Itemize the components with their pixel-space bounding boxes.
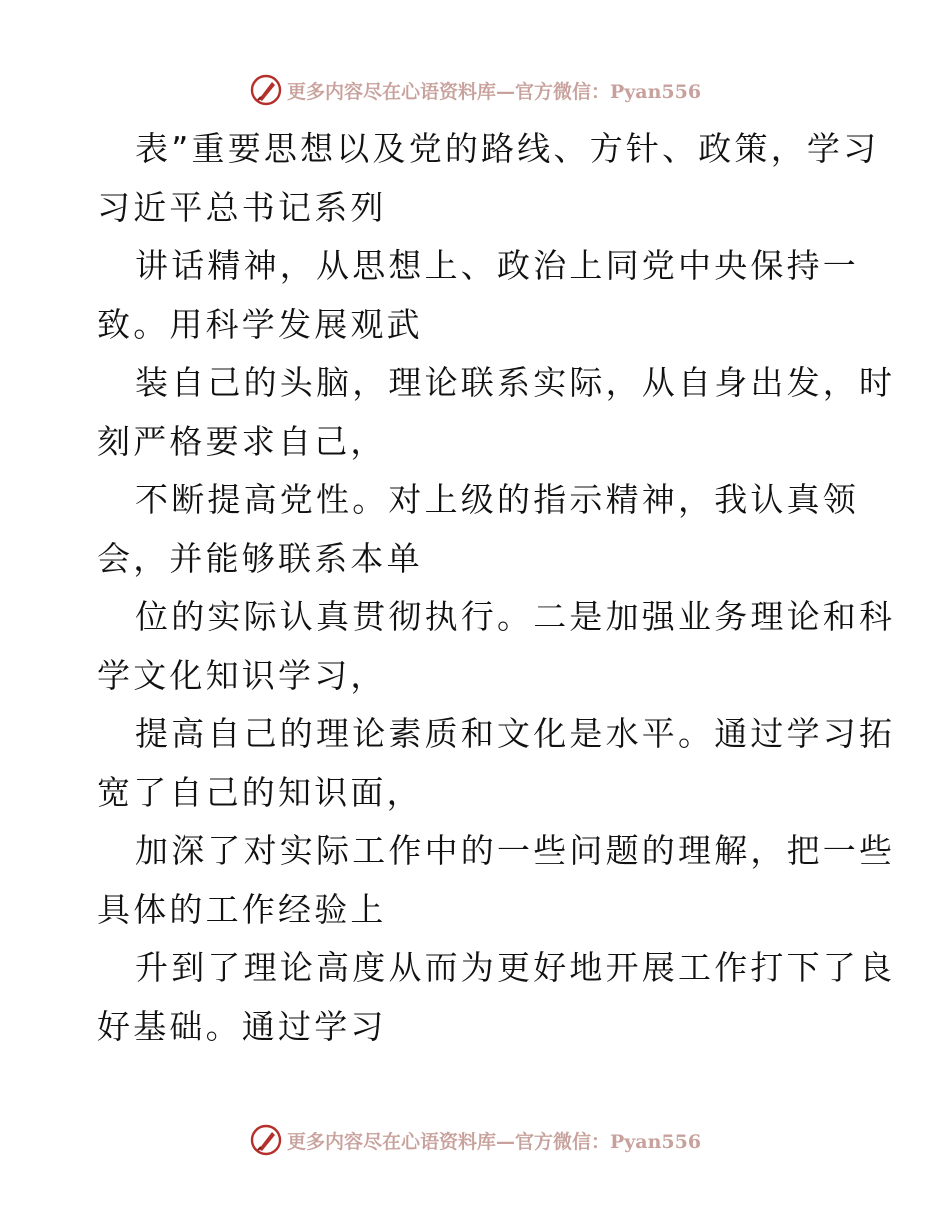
body-line: 刻严格要求自己， bbox=[97, 421, 387, 461]
body-line: 好基础。通过学习 bbox=[97, 1006, 387, 1046]
body-line: 会，并能够联系本单 bbox=[97, 538, 423, 578]
body-line: 宽了自己的知识面， bbox=[97, 772, 423, 812]
body-line: 提高自己的理论素质和文化是水平。通过学习拓 bbox=[135, 714, 896, 753]
document-body bbox=[97, 120, 896, 1056]
body-line: 讲话精神，从思想上、政治上同党中央保持一 bbox=[135, 246, 859, 285]
quill-pen-logo-icon bbox=[249, 73, 283, 107]
header-banner-text: 更多内容尽在心语资料库—官方微信：Pyan556 bbox=[286, 80, 702, 103]
body-line: 装自己的头脑，理论联系实际，从自身出发，时 bbox=[135, 363, 896, 402]
footer-banner bbox=[0, 1120, 950, 1160]
header-banner bbox=[0, 70, 950, 110]
body-line: 致。用科学发展观武 bbox=[97, 304, 423, 344]
body-line: 加深了对实际工作中的一些问题的理解，把一些 bbox=[135, 831, 896, 870]
body-line: 升到了理论高度从而为更好地开展工作打下了良 bbox=[135, 948, 896, 987]
body-line: 具体的工作经验上 bbox=[97, 889, 387, 929]
body-line: 表”重要思想以及党的路线、方针、政策，学习 bbox=[135, 129, 880, 168]
footer-banner-text: 更多内容尽在心语资料库—官方微信：Pyan556 bbox=[286, 1130, 702, 1153]
body-line: 学文化知识学习， bbox=[97, 655, 387, 695]
body-line: 习近平总书记系列 bbox=[97, 187, 387, 227]
body-line: 位的实际认真贯彻执行。二是加强业务理论和科 bbox=[135, 597, 896, 636]
body-line: 不断提高党性。对上级的指示精神，我认真领 bbox=[135, 480, 859, 519]
quill-pen-logo-icon bbox=[249, 1123, 283, 1157]
